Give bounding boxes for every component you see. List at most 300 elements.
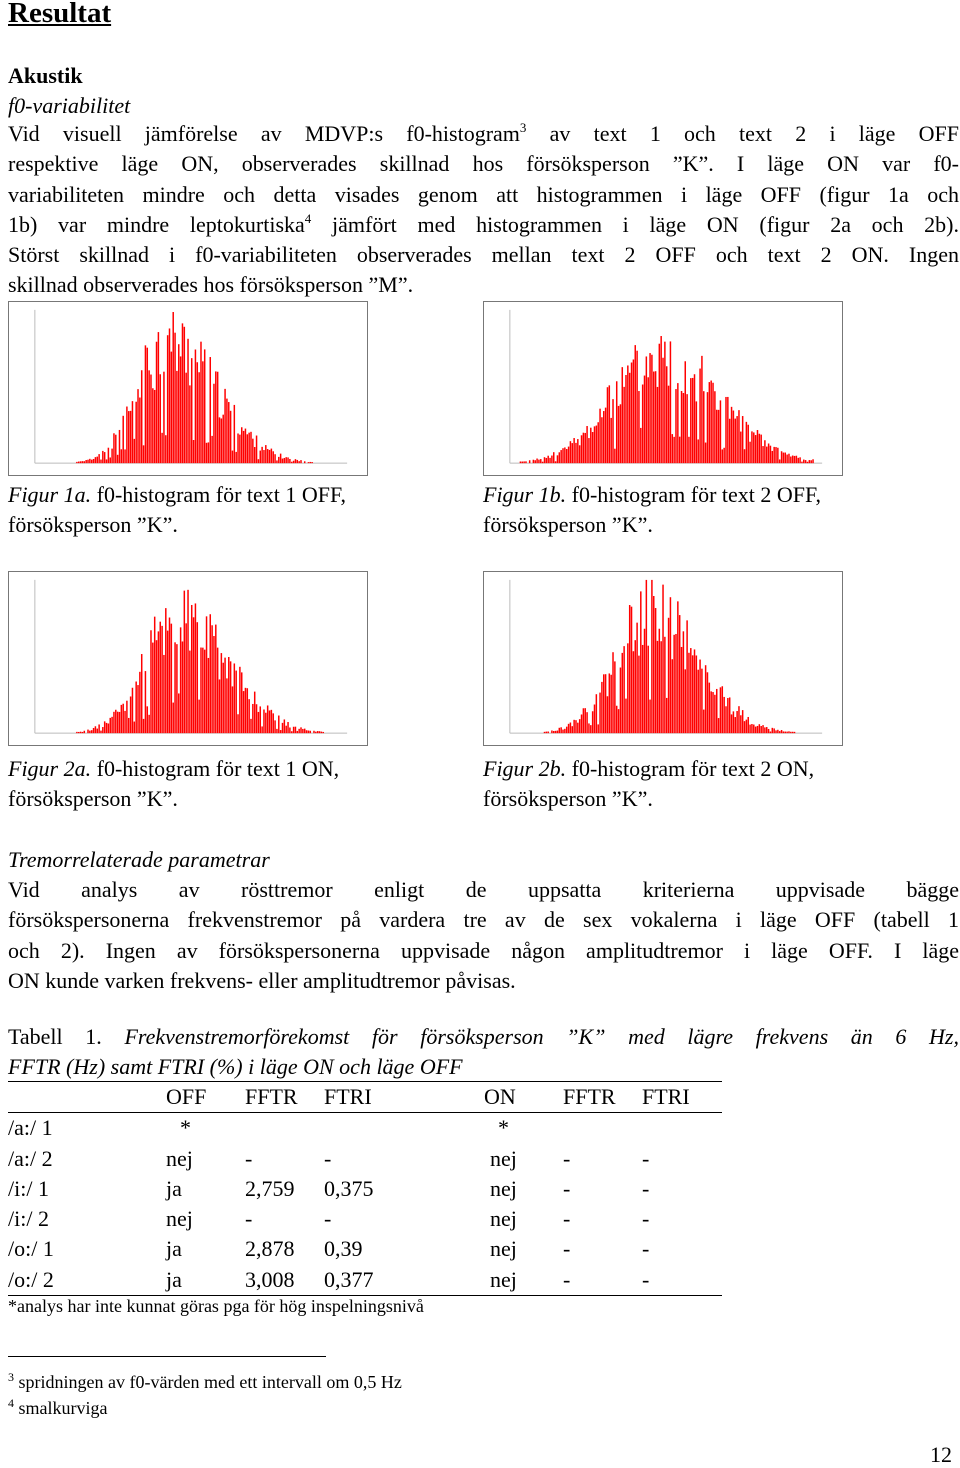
histogram-bar xyxy=(692,655,693,733)
histogram-bar xyxy=(198,372,199,463)
histogram-bar xyxy=(211,436,212,463)
histogram-bar xyxy=(115,435,116,463)
table-header-cell: ON xyxy=(484,1082,563,1113)
histogram-bar xyxy=(76,732,77,733)
histogram-bar xyxy=(525,461,526,463)
histogram-bar xyxy=(280,454,281,464)
histogram-bar xyxy=(599,693,600,734)
histogram-bar xyxy=(232,451,233,464)
histogram-bar xyxy=(97,729,98,734)
histogram-bar xyxy=(766,447,767,464)
histogram-bar xyxy=(696,655,697,733)
histogram-bar xyxy=(547,732,548,734)
histogram-bar xyxy=(553,452,554,463)
histogram-bar xyxy=(573,438,574,463)
histogram-bar xyxy=(300,460,301,463)
histogram-bar xyxy=(672,659,673,733)
histogram-bar xyxy=(235,671,236,734)
histogram-bar xyxy=(601,682,602,733)
histogram-bar xyxy=(764,727,765,733)
histogram-bar xyxy=(583,708,584,733)
histogram-bar xyxy=(564,729,565,733)
histogram-bar xyxy=(104,452,105,463)
histogram-bar xyxy=(100,731,101,734)
histogram-bar xyxy=(204,349,205,463)
table-cell: 2,759 xyxy=(245,1175,295,1201)
histogram-bar xyxy=(134,439,135,463)
histogram-bar xyxy=(753,725,754,734)
histogram-bar xyxy=(189,385,190,463)
histogram-bar xyxy=(217,648,218,734)
histogram-bar xyxy=(594,704,595,733)
figure-1b-histogram xyxy=(483,301,843,476)
histogram-bar xyxy=(683,393,684,463)
histogram-bar xyxy=(625,699,626,734)
table-row xyxy=(8,1265,722,1296)
table-cell xyxy=(642,1113,722,1144)
histogram-bar xyxy=(799,457,800,463)
histogram-bar xyxy=(295,727,296,733)
histogram-bar xyxy=(657,387,658,463)
histogram-bar xyxy=(106,723,107,733)
histogram-bar xyxy=(174,642,175,733)
histogram-bar xyxy=(317,731,318,733)
histogram-bar xyxy=(234,663,235,733)
histogram-bar xyxy=(620,404,621,463)
histogram-bar xyxy=(89,731,90,734)
table-cell: /i:/ 2 xyxy=(8,1206,49,1232)
histogram-bar xyxy=(252,704,253,733)
histogram-bar xyxy=(84,731,85,733)
paragraph-line: skillnad observerades hos försöksperson ”M”. xyxy=(8,272,414,298)
histogram-bar xyxy=(633,359,634,463)
histogram-bar xyxy=(622,653,623,733)
histogram-bar xyxy=(781,730,782,733)
histogram-bar xyxy=(298,461,299,463)
paragraph-line: variabiliteten mindre och detta visades genom att histogrammen i läge OFF (figur 1a och xyxy=(8,181,959,207)
table-cell: - xyxy=(563,1265,642,1296)
histogram-bar xyxy=(319,731,320,733)
histogram-bar xyxy=(744,721,745,733)
table-cell: ja xyxy=(166,1265,245,1296)
histogram-bar xyxy=(76,462,77,463)
histogram-bar xyxy=(237,433,238,463)
histogram-bar xyxy=(777,730,778,733)
histogram-bar xyxy=(245,429,246,464)
histogram-bar xyxy=(97,457,98,464)
histogram-bar xyxy=(108,723,109,733)
histogram-bar xyxy=(191,358,192,463)
histogram-bar xyxy=(596,426,597,464)
histogram-bar xyxy=(289,459,290,463)
histogram-bar xyxy=(672,434,673,463)
histogram-bar xyxy=(636,623,637,733)
histogram-bar xyxy=(592,432,593,463)
histogram-bar xyxy=(235,452,236,463)
histogram-bar xyxy=(98,724,99,733)
histogram-bar xyxy=(147,706,148,733)
histogram-bar xyxy=(126,701,127,733)
histogram-bar xyxy=(794,732,795,733)
histogram-bar xyxy=(254,447,255,463)
histogram-bar xyxy=(760,435,761,464)
histogram-bar xyxy=(208,658,209,733)
histogram-bar xyxy=(607,696,608,733)
histogram-bar xyxy=(115,710,116,733)
histogram-bar xyxy=(749,725,750,734)
histogram-bar xyxy=(280,730,281,733)
table-header-cell: OFF xyxy=(166,1082,245,1113)
histogram-bar xyxy=(627,365,628,463)
histogram-bar xyxy=(723,697,724,733)
table-cell: nej xyxy=(490,1175,517,1201)
histogram-bar xyxy=(568,447,569,464)
histogram-bar xyxy=(668,618,669,733)
histogram-bar xyxy=(82,461,83,463)
histogram-bar xyxy=(109,718,110,733)
histogram-bar xyxy=(78,732,79,733)
histogram-bar xyxy=(271,710,272,733)
histogram-bar xyxy=(660,641,661,733)
histogram-bar xyxy=(113,433,114,463)
histogram-bar xyxy=(685,669,686,733)
histogram-bar xyxy=(727,698,728,733)
figure-caption: Figur 2b. f0-histogram för text 2 ON, försöksperson ”K”. xyxy=(483,756,815,812)
histogram-bar xyxy=(612,652,613,733)
histogram-bar xyxy=(705,665,706,733)
histogram-bar xyxy=(701,669,702,733)
histogram-bar xyxy=(119,430,120,463)
histogram-bar xyxy=(143,445,144,463)
histogram-bar xyxy=(278,457,279,463)
histogram-bar xyxy=(254,692,255,734)
histogram-bar xyxy=(640,428,641,463)
histogram-bar xyxy=(285,726,286,733)
histogram-bar xyxy=(762,725,763,733)
histogram-bar xyxy=(80,732,81,733)
histogram-bar xyxy=(614,661,615,733)
histogram-bar xyxy=(163,372,164,463)
figure-caption: Figur 1b. f0-histogram för text 2 OFF, försöksperson ”K”. xyxy=(483,482,822,538)
table-cell: - xyxy=(642,1145,650,1171)
histogram-bar xyxy=(158,631,159,733)
histogram-bar xyxy=(622,367,623,463)
histogram-bar xyxy=(184,591,185,734)
histogram-bar xyxy=(154,390,155,463)
histogram-bar xyxy=(91,460,92,463)
histogram-bar xyxy=(640,591,641,733)
table-cell xyxy=(245,1113,324,1144)
histogram-bar xyxy=(601,417,602,463)
histogram-bar xyxy=(150,375,151,464)
histogram-bar xyxy=(152,643,153,734)
histogram-bar xyxy=(566,449,567,463)
histogram-bar xyxy=(575,443,576,463)
histogram-bar xyxy=(660,336,661,463)
histogram-bar xyxy=(653,596,654,733)
histogram-bar xyxy=(592,711,593,733)
histogram-bar xyxy=(775,447,776,463)
table-cell: - xyxy=(563,1206,571,1232)
table-cell: - xyxy=(642,1236,650,1262)
histogram-bar xyxy=(694,649,695,733)
histogram-bar xyxy=(237,714,238,733)
histogram-bar xyxy=(108,448,109,463)
histogram-bar xyxy=(566,727,567,733)
histogram-bar xyxy=(185,623,186,733)
histogram-bar xyxy=(219,679,220,733)
histogram-bar xyxy=(171,352,172,464)
histogram-bar xyxy=(777,448,778,463)
table-cell: - xyxy=(324,1145,332,1171)
histogram-bar xyxy=(178,693,179,733)
histogram-bar xyxy=(226,678,227,733)
histogram-bar xyxy=(627,643,628,733)
histogram-bar xyxy=(260,451,261,464)
histogram-bar xyxy=(718,410,719,463)
histogram-bar xyxy=(555,731,556,733)
histogram-bar xyxy=(102,451,103,463)
histogram-bar xyxy=(768,443,769,463)
histogram-bar xyxy=(631,363,632,464)
histogram-bar xyxy=(605,408,606,464)
histogram-bar xyxy=(803,460,804,464)
histogram-bar xyxy=(250,719,251,733)
histogram-bar xyxy=(109,457,110,463)
histogram-bar xyxy=(709,382,710,463)
histogram-bar xyxy=(560,450,561,463)
histogram-bar xyxy=(733,411,734,464)
paragraph-line: försökspersonerna frekvenstremor på vardera tre av de sex vokalerna i läge OFF (tabell 1 xyxy=(8,907,959,933)
histogram-bar xyxy=(222,663,223,733)
histogram-bar xyxy=(733,711,734,733)
table-cell: - xyxy=(642,1265,722,1296)
histogram-bar xyxy=(644,629,645,733)
histogram-bar xyxy=(523,461,524,463)
histogram-bar xyxy=(172,703,173,734)
histogram-bar xyxy=(302,729,303,733)
histogram-bar xyxy=(210,614,211,733)
histogram-bar xyxy=(260,706,261,733)
paragraph-line: respektive läge ON, observerades skillnad hos försöksperson ”K”. I läge ON var f0- xyxy=(8,151,959,177)
histogram-bar xyxy=(230,661,231,733)
histogram-bar xyxy=(261,726,262,733)
page-number: 12 xyxy=(930,1442,952,1467)
histogram-bar xyxy=(557,455,558,463)
histogram-bar xyxy=(122,416,123,463)
histogram-bar xyxy=(121,449,122,463)
histogram-bar xyxy=(295,459,296,463)
histogram-bar xyxy=(646,356,647,463)
histogram-bar xyxy=(577,723,578,733)
histogram-bar xyxy=(204,650,205,733)
figure-caption: Figur 1a. f0-histogram för text 1 OFF, försöksperson ”K”. xyxy=(8,482,347,538)
histogram-bar xyxy=(697,670,698,733)
histogram-bar xyxy=(282,723,283,733)
histogram-bar xyxy=(681,647,682,733)
histogram-bar xyxy=(287,457,288,463)
histogram-bar xyxy=(221,653,222,733)
histogram-bar xyxy=(272,713,273,733)
histogram-bar xyxy=(594,426,595,463)
histogram-bar xyxy=(757,726,758,733)
histogram-bar xyxy=(135,402,136,463)
histogram-bar xyxy=(783,453,784,464)
histogram-bar xyxy=(584,433,585,463)
histogram-bar xyxy=(614,449,615,463)
histogram-bar xyxy=(568,724,569,733)
histogram-bar xyxy=(533,460,534,463)
histogram-bar xyxy=(623,387,624,463)
histogram-bar xyxy=(575,720,576,733)
histogram-bar xyxy=(560,727,561,733)
table-note: *analys har inte kunnat göras pga för hög inspelningsnivå xyxy=(8,1296,424,1316)
histogram-bar xyxy=(538,460,539,464)
histogram-bar xyxy=(542,462,543,463)
histogram-bar xyxy=(256,436,257,464)
histogram-bar xyxy=(267,449,268,463)
histogram-bar xyxy=(549,458,550,463)
histogram-bar xyxy=(243,691,244,733)
histogram-bar xyxy=(647,377,648,463)
histogram-bar xyxy=(111,717,112,733)
histogram-bar xyxy=(796,456,797,463)
table-cell: /o:/ 2 xyxy=(8,1265,166,1296)
histogram-bar xyxy=(607,387,608,463)
table-cell: - xyxy=(563,1175,571,1201)
histogram-bar xyxy=(289,727,290,733)
histogram-bar xyxy=(659,344,660,463)
histogram-bar xyxy=(169,618,170,734)
histogram-bar xyxy=(577,439,578,463)
histogram-bar xyxy=(644,376,645,464)
histogram-bar xyxy=(666,698,667,733)
histogram-bar xyxy=(599,409,600,463)
histogram-bar xyxy=(709,683,710,734)
histogram-bar xyxy=(87,730,88,734)
histogram-bar xyxy=(662,358,663,463)
histogram-bar xyxy=(282,459,283,464)
table-cell: ja xyxy=(166,1236,182,1262)
histogram-bar xyxy=(258,712,259,733)
histogram-bar xyxy=(649,700,650,734)
histogram-bar xyxy=(551,456,552,464)
histogram-bar xyxy=(609,385,610,463)
histogram-bar xyxy=(202,648,203,733)
histogram-bar xyxy=(688,437,689,463)
histogram-bar xyxy=(805,460,806,463)
histogram-bar xyxy=(284,719,285,733)
histogram-bar xyxy=(779,459,780,463)
histogram-bar xyxy=(219,417,220,463)
table-cell: ja xyxy=(166,1175,182,1201)
histogram-bar xyxy=(89,459,90,463)
histogram-bar xyxy=(248,699,249,733)
histogram-bar xyxy=(274,454,275,463)
histogram-bar xyxy=(634,640,635,733)
histogram-bar xyxy=(536,459,537,464)
histogram-bar xyxy=(193,617,194,733)
histogram-bar xyxy=(145,671,146,733)
histogram-bar xyxy=(271,449,272,464)
histogram-bar xyxy=(564,447,565,463)
histogram-bar xyxy=(766,727,767,733)
histogram-bar xyxy=(675,634,676,733)
histogram-bar xyxy=(625,375,626,463)
histogram-bar xyxy=(681,391,682,463)
histogram-bar xyxy=(297,731,298,733)
histogram-bar xyxy=(80,461,81,463)
histogram-bar xyxy=(315,732,316,733)
histogram-bar xyxy=(725,397,726,463)
histogram-bar xyxy=(272,451,273,463)
histogram-bar xyxy=(161,626,162,733)
histogram-bar xyxy=(742,416,743,463)
f0-paragraph xyxy=(8,119,959,301)
histogram-bar xyxy=(121,705,122,733)
histogram-bar xyxy=(311,462,312,463)
table-cell: * xyxy=(498,1115,509,1141)
histogram-bar xyxy=(716,689,717,733)
histogram-bar xyxy=(130,411,131,463)
histogram-bar xyxy=(185,373,186,463)
figure-caption: Figur 2a. f0-histogram för text 1 ON, försöksperson ”K”. xyxy=(8,756,340,812)
histogram-bar xyxy=(226,399,227,464)
histogram-bar xyxy=(731,714,732,733)
histogram-bar xyxy=(172,312,173,463)
table-cell: - xyxy=(563,1145,571,1171)
histogram-bar xyxy=(649,353,650,463)
table-cell: 0,375 xyxy=(324,1175,374,1201)
table-cell: nej xyxy=(490,1206,517,1232)
table-header-cell: FTRI xyxy=(642,1082,722,1113)
histogram-bar xyxy=(686,620,687,733)
table-cell: 0,39 xyxy=(324,1236,363,1262)
histogram-bar xyxy=(544,732,545,733)
histogram-bar xyxy=(285,457,286,463)
histogram-bar xyxy=(768,729,769,733)
histogram-bar xyxy=(167,335,168,463)
histogram-bar xyxy=(797,458,798,463)
histogram-bar xyxy=(668,386,669,463)
histogram-bar xyxy=(581,435,582,463)
histogram-bar xyxy=(764,440,765,463)
histogram-bar xyxy=(785,732,786,734)
table-cell: - xyxy=(324,1206,332,1232)
figure-2b-histogram xyxy=(483,571,843,746)
histogram-bar xyxy=(716,410,717,463)
histogram-bar xyxy=(211,625,212,733)
histogram-bar xyxy=(263,709,264,733)
histogram-bar xyxy=(139,398,140,464)
histogram-bar xyxy=(241,672,242,733)
histogram-bar xyxy=(747,425,748,463)
histogram-bar xyxy=(720,400,721,463)
histogram-bar xyxy=(583,433,584,463)
footnote: $^3$ spridningen av f0-värden med ett intervall om 0,5 Hz xyxy=(8,1370,402,1392)
histogram-bar xyxy=(165,435,166,463)
histogram-bar xyxy=(688,653,689,733)
histogram-bar xyxy=(159,622,160,733)
histogram-bar xyxy=(241,427,242,463)
histogram-bar xyxy=(95,457,96,463)
histogram-bar xyxy=(180,627,181,733)
histogram-bar xyxy=(117,712,118,733)
histogram-bar xyxy=(572,443,573,463)
paragraph-line: Vid visuell jämförelse av MDVP:s f0-histogram$^3$ av text 1 och text 2 i läge OFF xyxy=(8,120,959,146)
histogram-bar xyxy=(187,590,188,733)
histogram-bar xyxy=(590,725,591,733)
